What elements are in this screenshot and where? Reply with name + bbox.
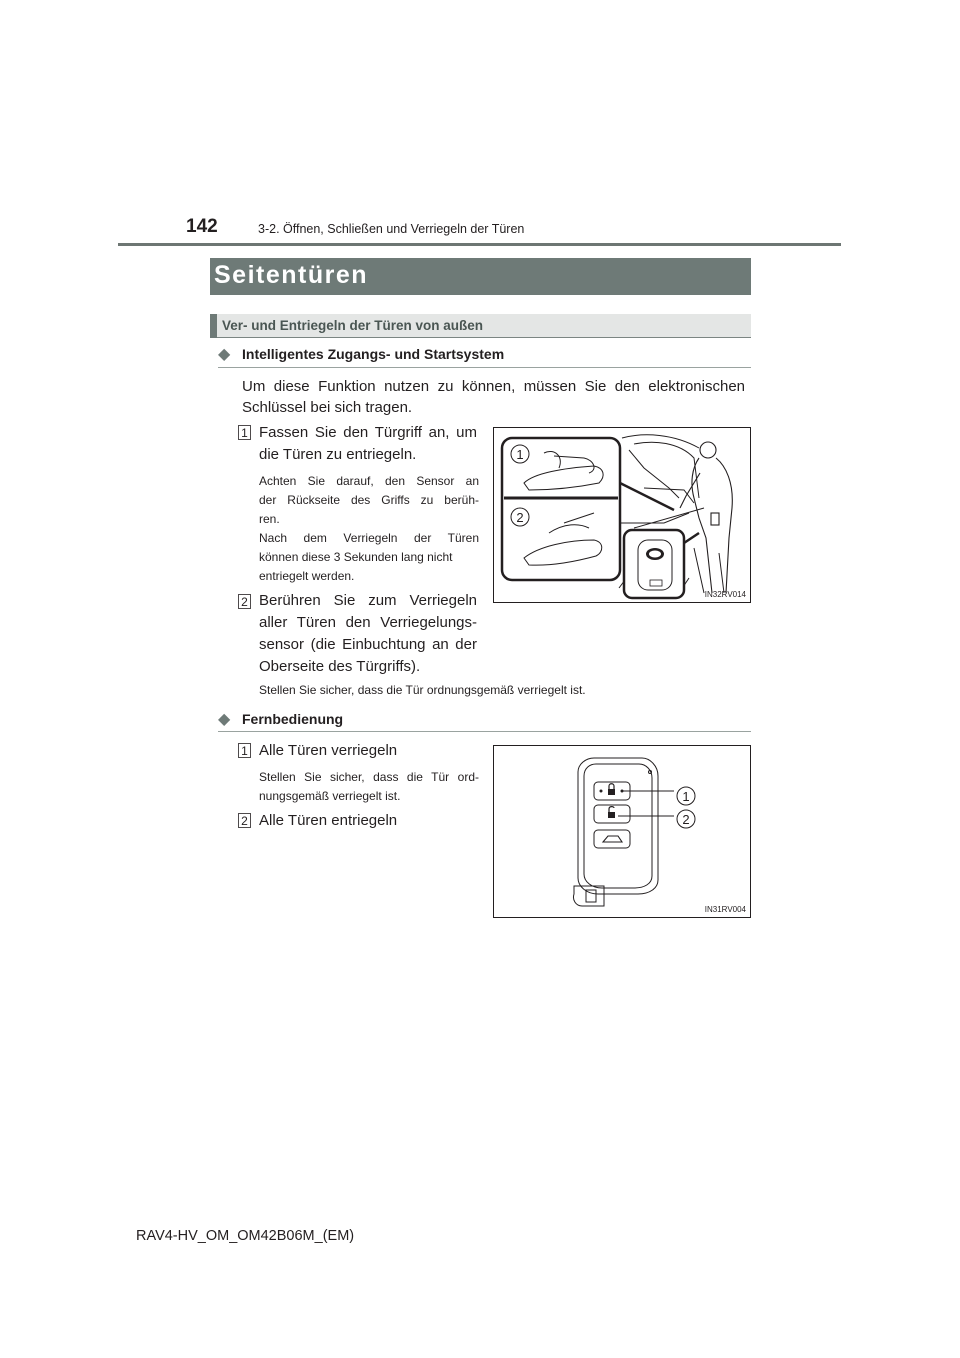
svg-text:1: 1 [241, 426, 248, 440]
step-2-text: Oberseite des Türgriffs). [259, 658, 421, 675]
remote-step-2-text: Alle Türen entriegeln [259, 812, 398, 829]
diamond-icon: ◆ [218, 346, 231, 363]
callout-2: 2 [682, 812, 690, 827]
remote-heading: Fernbedienung [242, 711, 344, 727]
step-1-note: entriegelt werden. [259, 569, 355, 583]
key-fob-figure [493, 745, 751, 918]
step-2-note: Stellen Sie sicher, dass die Tür ordnungsgemäß verriegelt ist. [259, 683, 586, 697]
step-1-note: Nach dem Verriegeln der Türen [259, 531, 479, 545]
door-handle-illustration [494, 428, 750, 602]
figure-label: IN32RV014 [704, 590, 746, 599]
intro-line: Schlüssel bei sich tragen. [242, 399, 413, 416]
step-2-text: sensor (die Einbuchtung an der [259, 636, 477, 653]
subsection-accent [210, 314, 217, 338]
chapter-title: 3-2. Öffnen, Schließen und Verriegeln der Türen [258, 222, 525, 236]
page-number: 142 [186, 216, 218, 237]
svg-text:1: 1 [241, 744, 248, 758]
step-2-text: aller Türen den Verriegelungs- [259, 614, 477, 631]
step-1-note: ren. [259, 512, 280, 526]
step-1-text: die Türen zu entriegeln. [259, 446, 417, 463]
step-1-text: Fassen Sie den Türgriff an, um [259, 424, 477, 441]
svg-text:2: 2 [241, 595, 248, 609]
heading-rule [218, 731, 751, 732]
step-1-number-icon [238, 425, 251, 440]
step-2-number-icon [238, 594, 251, 609]
step-1-number-icon [238, 743, 251, 758]
step-2-text: Berühren Sie zum Verriegeln [259, 592, 477, 609]
smart-entry-heading: Intelligentes Zugangs- und Startsystem [242, 346, 505, 362]
callout-1: 1 [516, 447, 524, 462]
callout-2: 2 [516, 510, 524, 525]
remote-step-1-note: Stellen Sie sicher, dass die Tür ord- [259, 770, 479, 784]
header-rule [118, 243, 841, 246]
callout-1: 1 [682, 789, 690, 804]
diamond-icon: ◆ [218, 711, 231, 728]
intro-line: Um diese Funktion nutzen zu können, müssen Sie den elektronischen [242, 378, 745, 395]
svg-text:2: 2 [241, 814, 248, 828]
subsection-title: Ver- und Entriegeln der Türen von außen [222, 318, 484, 333]
footer-doc-id: RAV4-HV_OM_OM42B06M_(EM) [136, 1228, 355, 1244]
remote-step-1-text: Alle Türen verriegeln [259, 742, 398, 759]
remote-step-1-note: nungsgemäß verriegelt ist. [259, 789, 401, 803]
step-1-note: Achten Sie darauf, den Sensor an [259, 474, 479, 488]
step-1-note: können diese 3 Sekunden lang nicht [259, 550, 453, 564]
heading-rule [218, 367, 751, 368]
key-fob-illustration [494, 746, 750, 917]
step-2-number-icon [238, 813, 251, 828]
figure-label: IN31RV004 [704, 905, 746, 914]
door-handle-figure [493, 427, 751, 603]
step-1-note: der Rückseite des Griffs zu berüh- [259, 493, 479, 507]
section-title: Seitentüren [214, 261, 369, 289]
